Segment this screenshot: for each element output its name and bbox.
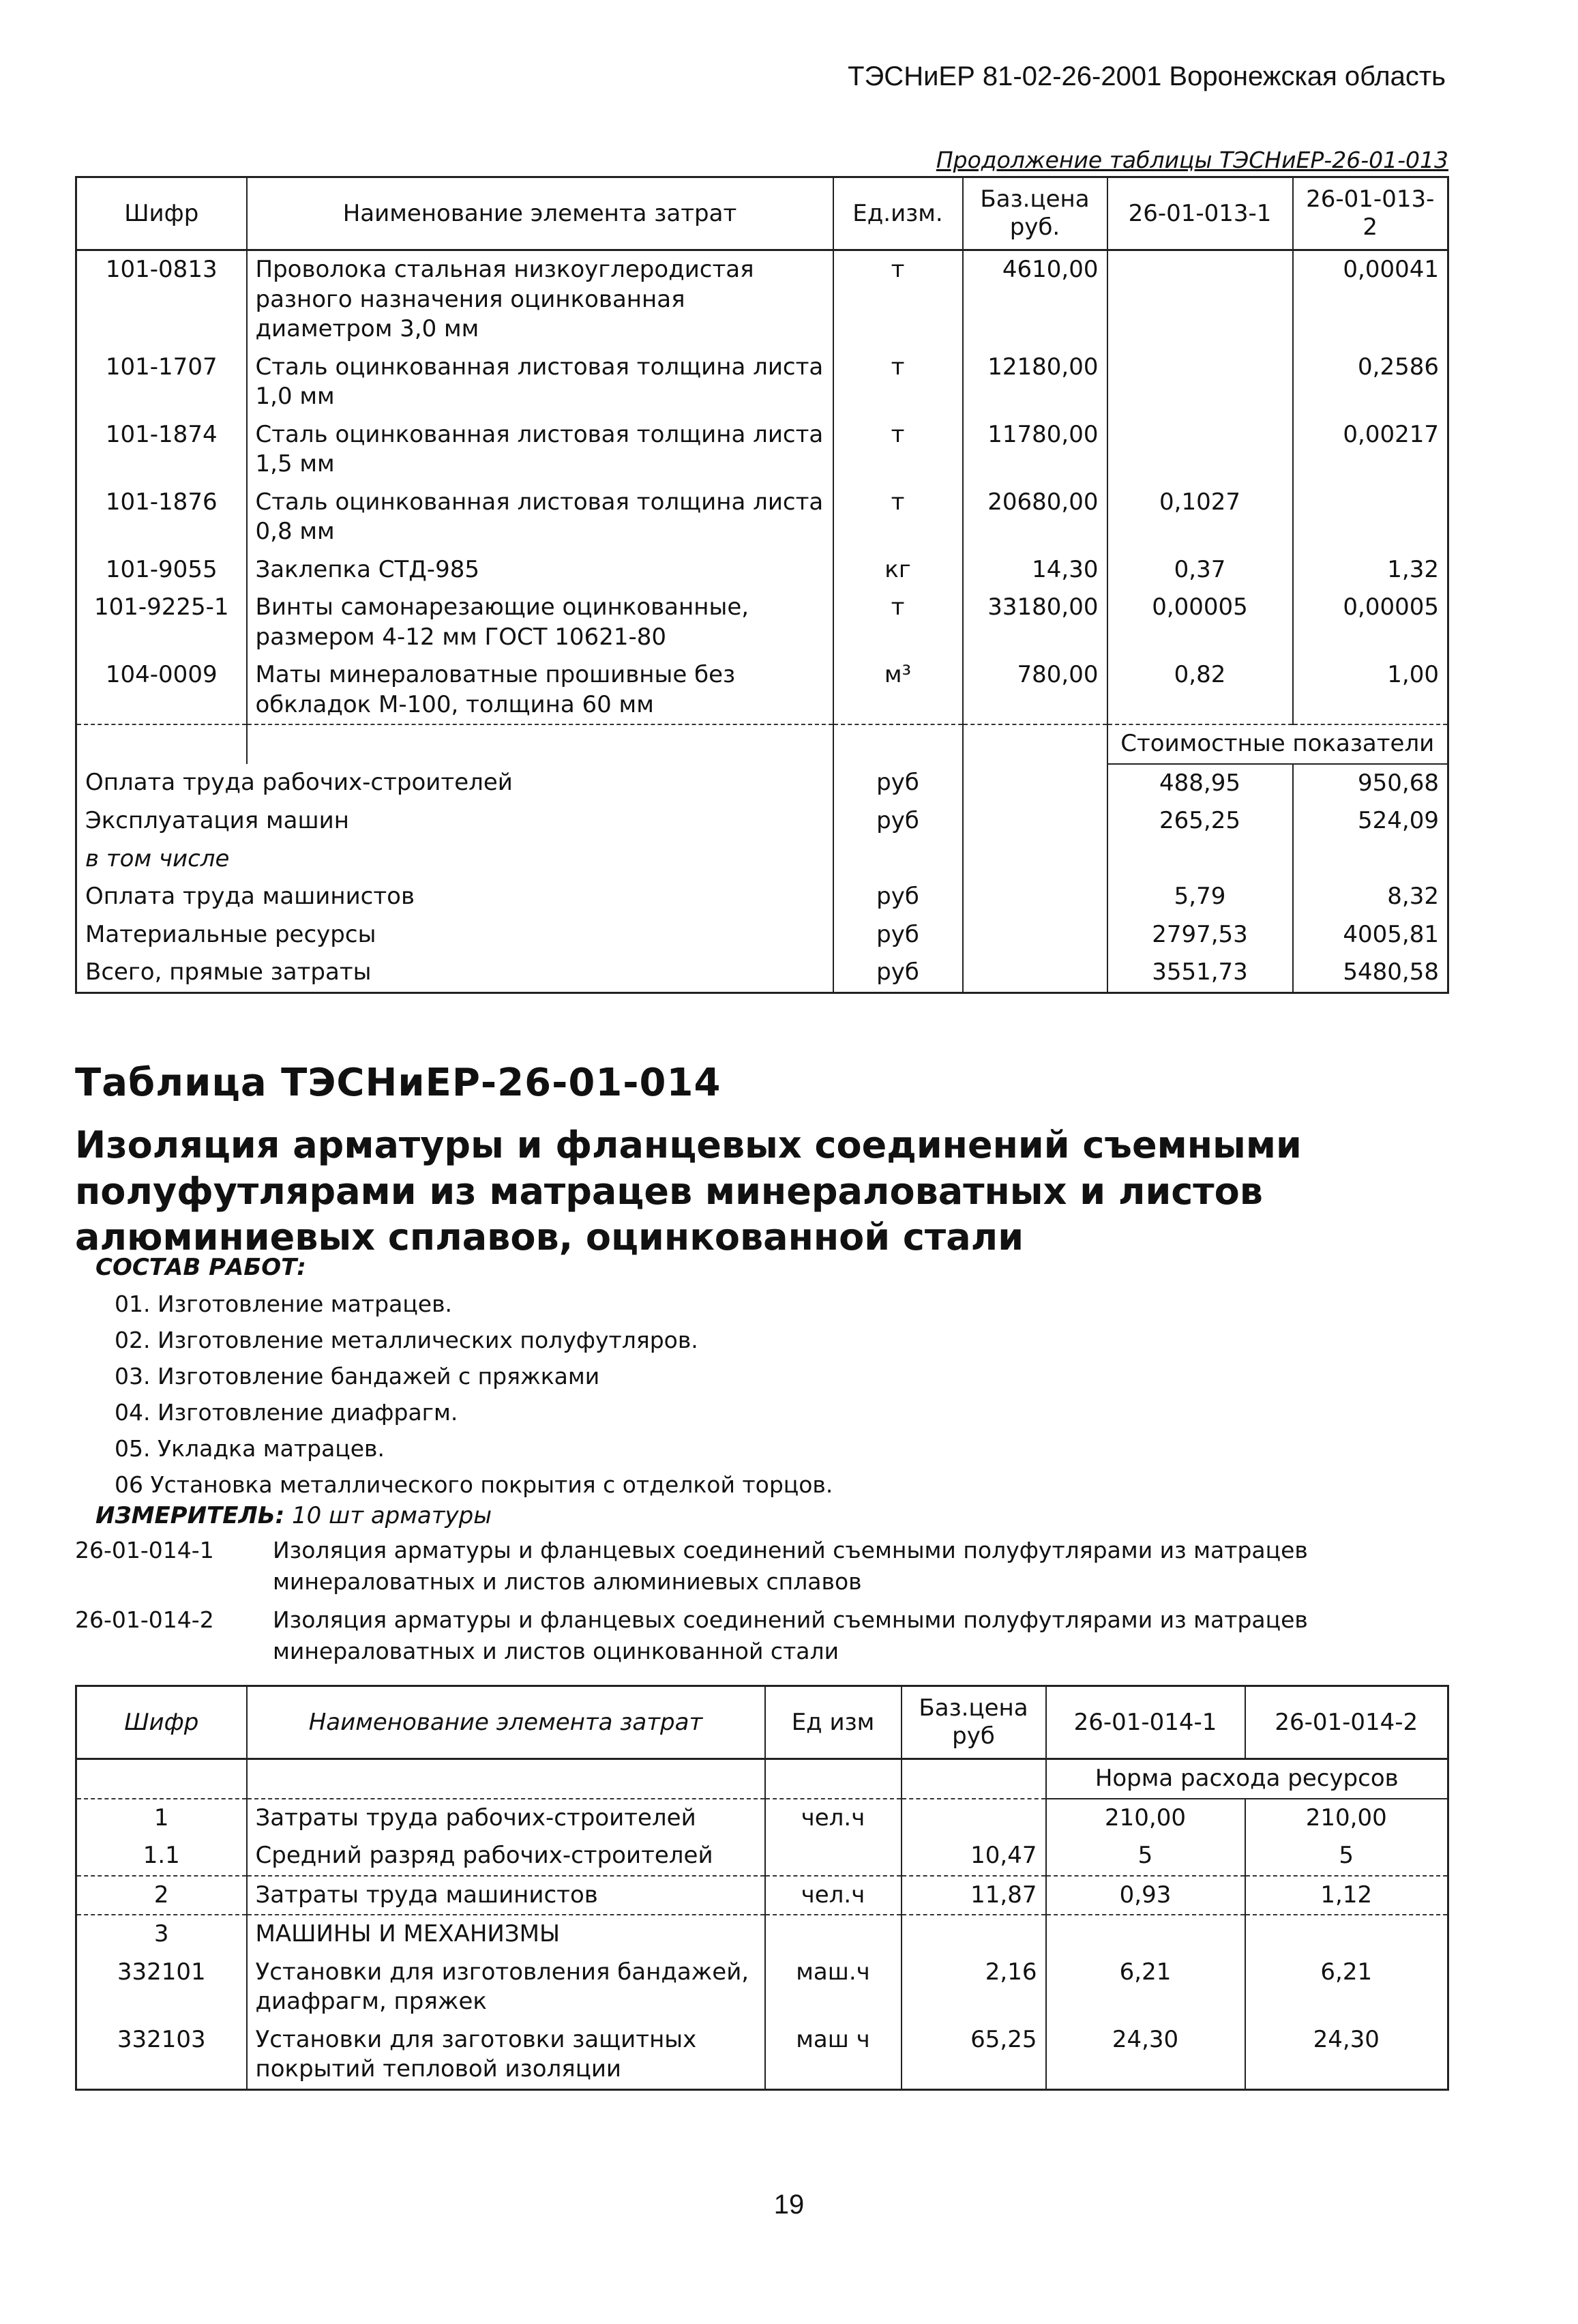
cost-header-empty bbox=[247, 724, 833, 764]
cost-name: в том числе bbox=[76, 840, 833, 879]
table-row bbox=[76, 1876, 1448, 1915]
subheader-empty bbox=[76, 1759, 247, 1799]
cell-code: 2 bbox=[76, 1876, 247, 1915]
col-header-price: Баз.цена руб. bbox=[963, 177, 1107, 250]
cell-price: 65,25 bbox=[902, 2021, 1046, 2090]
cell-unit: т bbox=[833, 349, 963, 416]
table-row bbox=[76, 1799, 1448, 1838]
cell-norm-2: 5 bbox=[1245, 1837, 1448, 1876]
table-row bbox=[76, 484, 1448, 551]
works-item: 03. Изготовление бандажей с пряжками bbox=[115, 1363, 600, 1389]
code-id: 26-01-014-2 bbox=[75, 1606, 214, 1633]
cell-norm-1: 0,82 bbox=[1107, 656, 1293, 724]
table-row bbox=[76, 1837, 1448, 1876]
works-item: 06 Установка металлического покрытия с отделкой торцов. bbox=[115, 1471, 833, 1498]
table-row bbox=[76, 2021, 1448, 2090]
col-header-code: Шифр bbox=[76, 177, 247, 250]
cost-name: Эксплуатация машин bbox=[76, 802, 833, 840]
col-header-unit: Ед изм bbox=[765, 1686, 902, 1759]
cell-price: 11780,00 bbox=[963, 416, 1107, 484]
cell-price: 33180,00 bbox=[963, 589, 1107, 656]
cost-unit: руб bbox=[833, 954, 963, 992]
cost-row bbox=[76, 802, 1448, 840]
cell-name: Сталь оцинкованная листовая толщина листа 1,0 мм bbox=[247, 349, 833, 416]
cell-code: 101-9055 bbox=[76, 551, 247, 589]
cost-value-1: 488,95 bbox=[1107, 764, 1293, 803]
cell-norm-2: 0,00041 bbox=[1293, 250, 1448, 349]
cost-empty bbox=[963, 878, 1107, 916]
code-description: Изоляция арматуры и фланцевых соединений съемными полуфутлярами из матрацев минераловатных и листов алюминиевых сплавов bbox=[273, 1537, 1308, 1595]
table-row bbox=[76, 589, 1448, 656]
cost-header-empty bbox=[76, 724, 247, 764]
cell-norm-2: 0,00005 bbox=[1293, 589, 1448, 656]
cost-row bbox=[76, 954, 1448, 992]
cost-unit: руб bbox=[833, 916, 963, 954]
cell-code: 101-1874 bbox=[76, 416, 247, 484]
cost-unit bbox=[833, 840, 963, 879]
table-header-row bbox=[76, 1686, 1448, 1759]
cost-unit: руб bbox=[833, 764, 963, 803]
cell-price: 12180,00 bbox=[963, 349, 1107, 416]
cost-value-1: 2797,53 bbox=[1107, 916, 1293, 954]
col-header-norm-2: 26-01-013-2 bbox=[1293, 177, 1448, 250]
cell-unit: м³ bbox=[833, 656, 963, 724]
cell-unit bbox=[765, 1915, 902, 1954]
table-row bbox=[76, 656, 1448, 724]
cost-value-2: 950,68 bbox=[1293, 764, 1448, 803]
cost-value-2: 8,32 bbox=[1293, 878, 1448, 916]
cell-name: МАШИНЫ И МЕХАНИЗМЫ bbox=[247, 1915, 765, 1954]
table-row bbox=[76, 349, 1448, 416]
cell-norm-2: 6,21 bbox=[1245, 1954, 1448, 2021]
cost-value-1 bbox=[1107, 840, 1293, 879]
cell-norm-1: 0,1027 bbox=[1107, 484, 1293, 551]
cost-empty bbox=[963, 954, 1107, 992]
cell-norm-1: 0,93 bbox=[1046, 1876, 1245, 1915]
code-item bbox=[75, 1535, 1447, 1598]
cost-empty bbox=[963, 802, 1107, 840]
cell-price bbox=[902, 1915, 1046, 1954]
cell-norm-1 bbox=[1046, 1915, 1245, 1954]
cost-value-1: 265,25 bbox=[1107, 802, 1293, 840]
cell-code: 1.1 bbox=[76, 1837, 247, 1876]
works-item: 04. Изготовление диафрагм. bbox=[115, 1399, 458, 1426]
cell-unit: кг bbox=[833, 551, 963, 589]
table-title: Таблица ТЭСНиЕР-26-01-014 bbox=[75, 1061, 721, 1105]
cell-unit: маш.ч bbox=[765, 1954, 902, 2021]
meter-line bbox=[95, 1502, 492, 1529]
meter-value: 10 шт арматуры bbox=[292, 1502, 492, 1529]
cost-row bbox=[76, 764, 1448, 803]
cell-unit: т bbox=[833, 589, 963, 656]
cell-norm-2: 24,30 bbox=[1245, 2021, 1448, 2090]
col-header-price: Баз.цена руб bbox=[902, 1686, 1046, 1759]
cost-unit: руб bbox=[833, 878, 963, 916]
norm-subheader: Норма расхода ресурсов bbox=[1046, 1759, 1448, 1799]
cost-row bbox=[76, 878, 1448, 916]
subheader-row bbox=[76, 1759, 1448, 1799]
cell-unit: маш ч bbox=[765, 2021, 902, 2090]
cell-name: Сталь оцинкованная листовая толщина листа 1,5 мм bbox=[247, 416, 833, 484]
cell-price: 20680,00 bbox=[963, 484, 1107, 551]
table-row bbox=[76, 1954, 1448, 2021]
page-number: 19 bbox=[773, 2190, 805, 2220]
subheader-empty bbox=[765, 1759, 902, 1799]
cost-unit: руб bbox=[833, 802, 963, 840]
cell-name: Маты минераловатные прошивные без обкладок М-100, толщина 60 мм bbox=[247, 656, 833, 724]
cost-name: Оплата труда рабочих-строителей bbox=[76, 764, 833, 803]
works-item: 05. Укладка матрацев. bbox=[115, 1435, 385, 1462]
cell-norm-1 bbox=[1107, 349, 1293, 416]
works-list bbox=[115, 1286, 833, 1503]
col-header-norm-1: 26-01-013-1 bbox=[1107, 177, 1293, 250]
cell-code: 104-0009 bbox=[76, 656, 247, 724]
cell-code: 332101 bbox=[76, 1954, 247, 2021]
continuation-caption: Продолжение таблицы ТЭСНиЕР-26-01-013 bbox=[936, 147, 1448, 173]
subheader-empty bbox=[902, 1759, 1046, 1799]
cell-code: 101-1707 bbox=[76, 349, 247, 416]
cell-norm-2: 1,12 bbox=[1245, 1876, 1448, 1915]
cell-name: Установки для изготовления бандажей, диафрагм, пряжек bbox=[247, 1954, 765, 2021]
cell-price bbox=[902, 1799, 1046, 1838]
cell-name: Средний разряд рабочих-строителей bbox=[247, 1837, 765, 1876]
cell-price: 14,30 bbox=[963, 551, 1107, 589]
cell-unit: т bbox=[833, 416, 963, 484]
meter-label: ИЗМЕРИТЕЛЬ: bbox=[95, 1502, 285, 1529]
works-item: 02. Изготовление металлических полуфутляров. bbox=[115, 1327, 698, 1353]
cell-norm-1: 0,37 bbox=[1107, 551, 1293, 589]
cell-norm-2: 0,00217 bbox=[1293, 416, 1448, 484]
cell-price: 4610,00 bbox=[963, 250, 1107, 349]
cell-norm-2: 0,2586 bbox=[1293, 349, 1448, 416]
table-subtitle: Изоляция арматуры и фланцевых соединений съемными полуфутлярами из матрацев минераловатных и листов алюминиевых сплавов, оцинкованной стали bbox=[75, 1123, 1302, 1259]
col-header-name: Наименование элемента затрат bbox=[247, 1686, 765, 1759]
cell-name: Затраты труда рабочих-строителей bbox=[247, 1799, 765, 1838]
cell-norm-1: 6,21 bbox=[1046, 1954, 1245, 2021]
cost-header-empty bbox=[833, 724, 963, 764]
works-label: СОСТАВ РАБОТ: bbox=[95, 1254, 306, 1281]
col-header-unit: Ед.изм. bbox=[833, 177, 963, 250]
codes-list bbox=[75, 1535, 1447, 1674]
cell-norm-1: 210,00 bbox=[1046, 1799, 1245, 1838]
col-header-name: Наименование элемента затрат bbox=[247, 177, 833, 250]
cell-code: 101-9225-1 bbox=[76, 589, 247, 656]
cost-value-2 bbox=[1293, 840, 1448, 879]
cost-value-2: 4005,81 bbox=[1293, 916, 1448, 954]
cell-unit: чел.ч bbox=[765, 1799, 902, 1838]
cell-unit: чел.ч bbox=[765, 1876, 902, 1915]
table-row bbox=[76, 416, 1448, 484]
cost-value-1: 3551,73 bbox=[1107, 954, 1293, 992]
works-item: 01. Изготовление матрацев. bbox=[115, 1291, 453, 1317]
cell-name: Затраты труда машинистов bbox=[247, 1876, 765, 1915]
cost-row bbox=[76, 840, 1448, 879]
cell-norm-1 bbox=[1107, 416, 1293, 484]
cell-code: 332103 bbox=[76, 2021, 247, 2090]
cell-norm-1: 24,30 bbox=[1046, 2021, 1245, 2090]
cost-value-2: 5480,58 bbox=[1293, 954, 1448, 992]
cost-header-row bbox=[76, 724, 1448, 764]
resource-table-014 bbox=[75, 1685, 1449, 2091]
table-header-row bbox=[76, 177, 1448, 250]
subheader-empty bbox=[247, 1759, 765, 1799]
col-header-norm-2: 26-01-014-2 bbox=[1245, 1686, 1448, 1759]
cell-unit: т bbox=[833, 250, 963, 349]
cell-name: Винты самонарезающие оцинкованные, размером 4-12 мм ГОСТ 10621-80 bbox=[247, 589, 833, 656]
code-id: 26-01-014-1 bbox=[75, 1537, 214, 1563]
table-row bbox=[76, 1915, 1448, 1954]
cost-header-label: Стоимостные показатели bbox=[1107, 724, 1448, 764]
cell-norm-2 bbox=[1293, 484, 1448, 551]
col-header-code: Шифр bbox=[76, 1686, 247, 1759]
table-row bbox=[76, 551, 1448, 589]
cell-code: 101-0813 bbox=[76, 250, 247, 349]
cost-name: Оплата труда машинистов bbox=[76, 878, 833, 916]
cell-price: 780,00 bbox=[963, 656, 1107, 724]
cell-price: 2,16 bbox=[902, 1954, 1046, 2021]
cell-code: 3 bbox=[76, 1915, 247, 1954]
resource-table-013 bbox=[75, 176, 1449, 994]
cost-empty bbox=[963, 764, 1107, 803]
code-description: Изоляция арматуры и фланцевых соединений съемными полуфутлярами из матрацев минераловатных и листов оцинкованной стали bbox=[273, 1606, 1308, 1664]
cost-empty bbox=[963, 840, 1107, 879]
cost-value-1: 5,79 bbox=[1107, 878, 1293, 916]
cell-norm-1: 0,00005 bbox=[1107, 589, 1293, 656]
cost-row bbox=[76, 916, 1448, 954]
cell-norm-1: 5 bbox=[1046, 1837, 1245, 1876]
code-item bbox=[75, 1604, 1447, 1667]
cell-code: 1 bbox=[76, 1799, 247, 1838]
col-header-norm-1: 26-01-014-1 bbox=[1046, 1686, 1245, 1759]
cell-name: Проволока стальная низкоуглеродистая разного назначения оцинкованная диаметром 3,0 мм bbox=[247, 250, 833, 349]
cell-price: 11,87 bbox=[902, 1876, 1046, 1915]
page-header-title: ТЭСНиЕР 81-02-26-2001 Воронежская область bbox=[848, 61, 1446, 91]
cell-unit: т bbox=[833, 484, 963, 551]
cell-norm-2 bbox=[1245, 1915, 1448, 1954]
cell-price: 10,47 bbox=[902, 1837, 1046, 1876]
cost-empty bbox=[963, 916, 1107, 954]
cost-name: Всего, прямые затраты bbox=[76, 954, 833, 992]
cell-name: Заклепка СТД-985 bbox=[247, 551, 833, 589]
cell-name: Сталь оцинкованная листовая толщина листа 0,8 мм bbox=[247, 484, 833, 551]
cost-name: Материальные ресурсы bbox=[76, 916, 833, 954]
cell-norm-2: 1,32 bbox=[1293, 551, 1448, 589]
cell-unit bbox=[765, 1837, 902, 1876]
cell-name: Установки для заготовки защитных покрытий тепловой изоляции bbox=[247, 2021, 765, 2090]
cell-code: 101-1876 bbox=[76, 484, 247, 551]
cell-norm-2: 210,00 bbox=[1245, 1799, 1448, 1838]
cost-header-empty bbox=[963, 724, 1107, 764]
cost-value-2: 524,09 bbox=[1293, 802, 1448, 840]
cell-norm-1 bbox=[1107, 250, 1293, 349]
cell-norm-2: 1,00 bbox=[1293, 656, 1448, 724]
table-row bbox=[76, 250, 1448, 349]
